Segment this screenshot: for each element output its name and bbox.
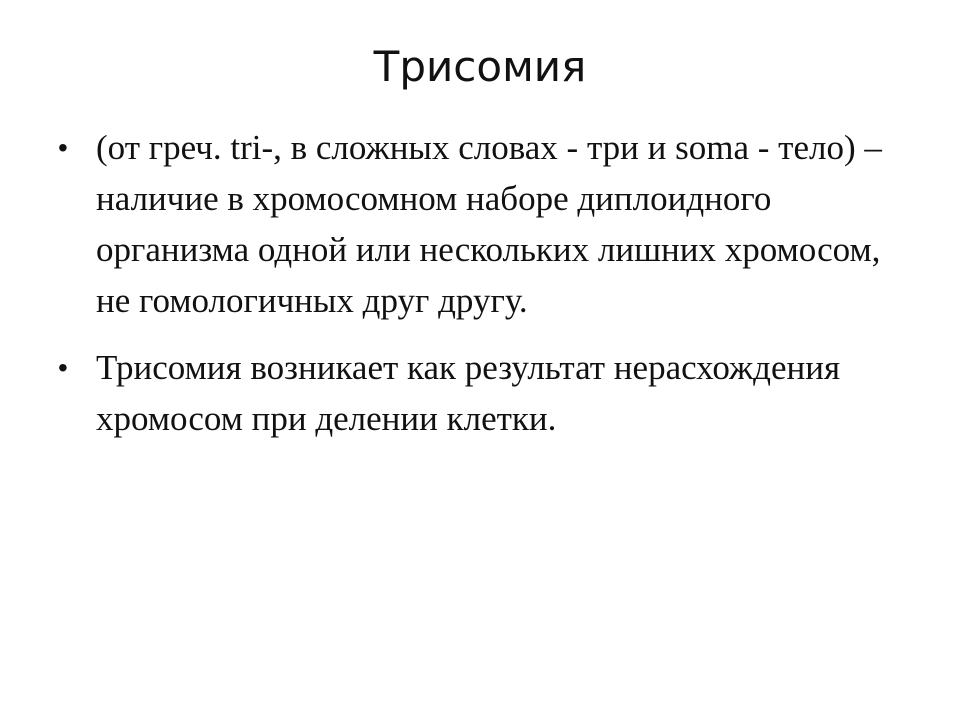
bullet-list [58,122,898,460]
bullet-item [58,122,898,326]
bullet-marker: • [58,352,68,383]
slide-title: Трисомия [373,42,587,91]
bullet-item [58,342,898,444]
bullet-text: (от греч. tri-, в сложных словах - три и soma - тело) – наличие в хромосомном наборе диплоидного организма одной или нескольких лишних хромосом, не гомологичных друг другу. [96,128,882,320]
bullet-marker: • [58,132,68,163]
bullet-text: Трисомия возникает как результат нерасхождения хромосом при делении клетки. [96,348,841,438]
